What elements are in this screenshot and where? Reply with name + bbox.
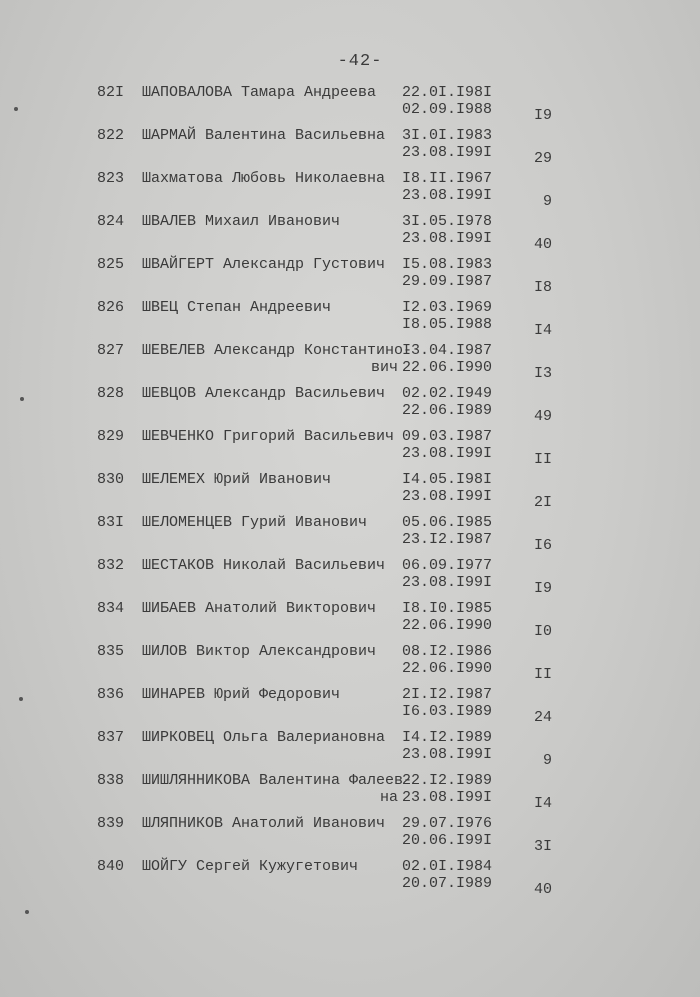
record-row xyxy=(0,342,700,386)
record-row xyxy=(0,858,700,902)
record-number: 824 xyxy=(97,213,125,230)
record-number: 837 xyxy=(97,729,125,746)
record-row xyxy=(0,643,700,687)
record-row xyxy=(0,686,700,730)
record-row xyxy=(0,772,700,816)
record-years: 40 xyxy=(533,881,552,898)
record-end-date: 23.08.I99I xyxy=(402,746,493,763)
record-name: ШИНАРЕВ Юрий Федорович xyxy=(142,686,341,703)
record-start-date: I2.03.I969 xyxy=(402,299,493,316)
record-number: 825 xyxy=(97,256,125,273)
record-row xyxy=(0,428,700,472)
record-end-date: 23.08.I99I xyxy=(402,488,493,505)
record-row xyxy=(0,256,700,300)
punch-mark xyxy=(25,910,29,914)
record-start-date: I8.I0.I985 xyxy=(402,600,493,617)
record-start-date: 3I.05.I978 xyxy=(402,213,493,230)
record-end-date: 23.08.I99I xyxy=(402,187,493,204)
record-number: 83I xyxy=(97,514,125,531)
record-name: ШЕВЧЕНКО Григорий Васильевич xyxy=(142,428,395,445)
record-end-date: 23.08.I99I xyxy=(402,574,493,591)
record-start-date: 06.09.I977 xyxy=(402,557,493,574)
record-name-continuation: вич xyxy=(370,359,398,376)
record-start-date: 09.03.I987 xyxy=(402,428,493,445)
record-end-date: 22.06.I990 xyxy=(402,617,493,634)
record-name: ШАПОВАЛОВА Тамара Андреева xyxy=(142,84,377,101)
record-number: 823 xyxy=(97,170,125,187)
record-start-date: I4.I2.I989 xyxy=(402,729,493,746)
record-years: 9 xyxy=(542,193,552,210)
record-row xyxy=(0,127,700,171)
record-years: 29 xyxy=(533,150,552,167)
record-number: 840 xyxy=(97,858,125,875)
record-name: ШВЕЦ Степан Андреевич xyxy=(142,299,332,316)
record-name: ШЕВЕЛЕВ Александр Константино- xyxy=(142,342,413,359)
record-name: ШВАЙГЕРТ Александр Густович xyxy=(142,256,386,273)
record-name: ШИРКОВЕЦ Ольга Валериановна xyxy=(142,729,386,746)
record-row xyxy=(0,557,700,601)
record-end-date: I6.03.I989 xyxy=(402,703,493,720)
record-row xyxy=(0,600,700,644)
record-end-date: 22.06.I990 xyxy=(402,660,493,677)
record-start-date: I4.05.I98I xyxy=(402,471,493,488)
record-name: ШВАЛЕВ Михаил Иванович xyxy=(142,213,341,230)
record-end-date: 23.08.I99I xyxy=(402,445,493,462)
record-start-date: 02.0I.I984 xyxy=(402,858,493,875)
record-years: 24 xyxy=(533,709,552,726)
record-row xyxy=(0,471,700,515)
record-name: ШЕСТАКОВ Николай Васильевич xyxy=(142,557,386,574)
record-years: 9 xyxy=(542,752,552,769)
record-end-date: 23.08.I99I xyxy=(402,230,493,247)
record-start-date: 22.I2.I989 xyxy=(402,772,493,789)
record-start-date: 08.I2.I986 xyxy=(402,643,493,660)
record-start-date: 29.07.I976 xyxy=(402,815,493,832)
record-number: 836 xyxy=(97,686,125,703)
record-start-date: I3.04.I987 xyxy=(402,342,493,359)
record-end-date: 02.09.I988 xyxy=(402,101,493,118)
record-years: I6 xyxy=(533,537,552,554)
record-row xyxy=(0,213,700,257)
record-end-date: 23.I2.I987 xyxy=(402,531,493,548)
record-number: 832 xyxy=(97,557,125,574)
record-end-date: 22.06.I989 xyxy=(402,402,493,419)
record-row xyxy=(0,514,700,558)
record-name: ШЛЯПНИКОВ Анатолий Иванович xyxy=(142,815,386,832)
record-number: 834 xyxy=(97,600,125,617)
record-years: I9 xyxy=(533,107,552,124)
record-end-date: 23.08.I99I xyxy=(402,789,493,806)
record-end-date: I8.05.I988 xyxy=(402,316,493,333)
record-years: I0 xyxy=(533,623,552,640)
record-years: 40 xyxy=(533,236,552,253)
record-years: II xyxy=(533,666,552,683)
record-row xyxy=(0,84,700,128)
record-name: ШОЙГУ Сергей Кужугетович xyxy=(142,858,359,875)
record-years: I9 xyxy=(533,580,552,597)
record-name-continuation: на xyxy=(379,789,398,806)
record-name: ШИШЛЯННИКОВА Валентина Фалеев- xyxy=(142,772,413,789)
record-row xyxy=(0,815,700,859)
record-number: 835 xyxy=(97,643,125,660)
record-name: ШЕЛЕМЕХ Юрий Иванович xyxy=(142,471,332,488)
record-start-date: 2I.I2.I987 xyxy=(402,686,493,703)
record-row xyxy=(0,729,700,773)
record-start-date: 22.0I.I98I xyxy=(402,84,493,101)
record-row xyxy=(0,170,700,214)
record-years: I8 xyxy=(533,279,552,296)
record-years: 2I xyxy=(533,494,552,511)
record-name: ШИЛОВ Виктор Александрович xyxy=(142,643,377,660)
record-start-date: 3I.0I.I983 xyxy=(402,127,493,144)
record-start-date: I5.08.I983 xyxy=(402,256,493,273)
page-number: -42- xyxy=(337,52,383,71)
record-start-date: I8.II.I967 xyxy=(402,170,493,187)
record-name: Шахматова Любовь Николаевна xyxy=(142,170,386,187)
record-years: I3 xyxy=(533,365,552,382)
record-name: ШЕЛОМЕНЦЕВ Гурий Иванович xyxy=(142,514,368,531)
record-end-date: 22.06.I990 xyxy=(402,359,493,376)
record-start-date: 05.06.I985 xyxy=(402,514,493,531)
record-end-date: 20.06.I99I xyxy=(402,832,493,849)
record-name: ШАРМАЙ Валентина Васильевна xyxy=(142,127,386,144)
record-start-date: 02.02.I949 xyxy=(402,385,493,402)
record-number: 822 xyxy=(97,127,125,144)
record-number: 827 xyxy=(97,342,125,359)
record-name: ШИБАЕВ Анатолий Викторович xyxy=(142,600,377,617)
record-end-date: 23.08.I99I xyxy=(402,144,493,161)
record-number: 82I xyxy=(97,84,125,101)
record-number: 830 xyxy=(97,471,125,488)
record-name: ШЕВЦОВ Александр Васильевич xyxy=(142,385,386,402)
record-years: I4 xyxy=(533,322,552,339)
record-years: II xyxy=(533,451,552,468)
record-row xyxy=(0,299,700,343)
record-number: 828 xyxy=(97,385,125,402)
record-years: 3I xyxy=(533,838,552,855)
record-number: 838 xyxy=(97,772,125,789)
record-number: 829 xyxy=(97,428,125,445)
record-row xyxy=(0,385,700,429)
record-years: I4 xyxy=(533,795,552,812)
record-number: 826 xyxy=(97,299,125,316)
record-end-date: 20.07.I989 xyxy=(402,875,493,892)
record-years: 49 xyxy=(533,408,552,425)
record-number: 839 xyxy=(97,815,125,832)
record-end-date: 29.09.I987 xyxy=(402,273,493,290)
